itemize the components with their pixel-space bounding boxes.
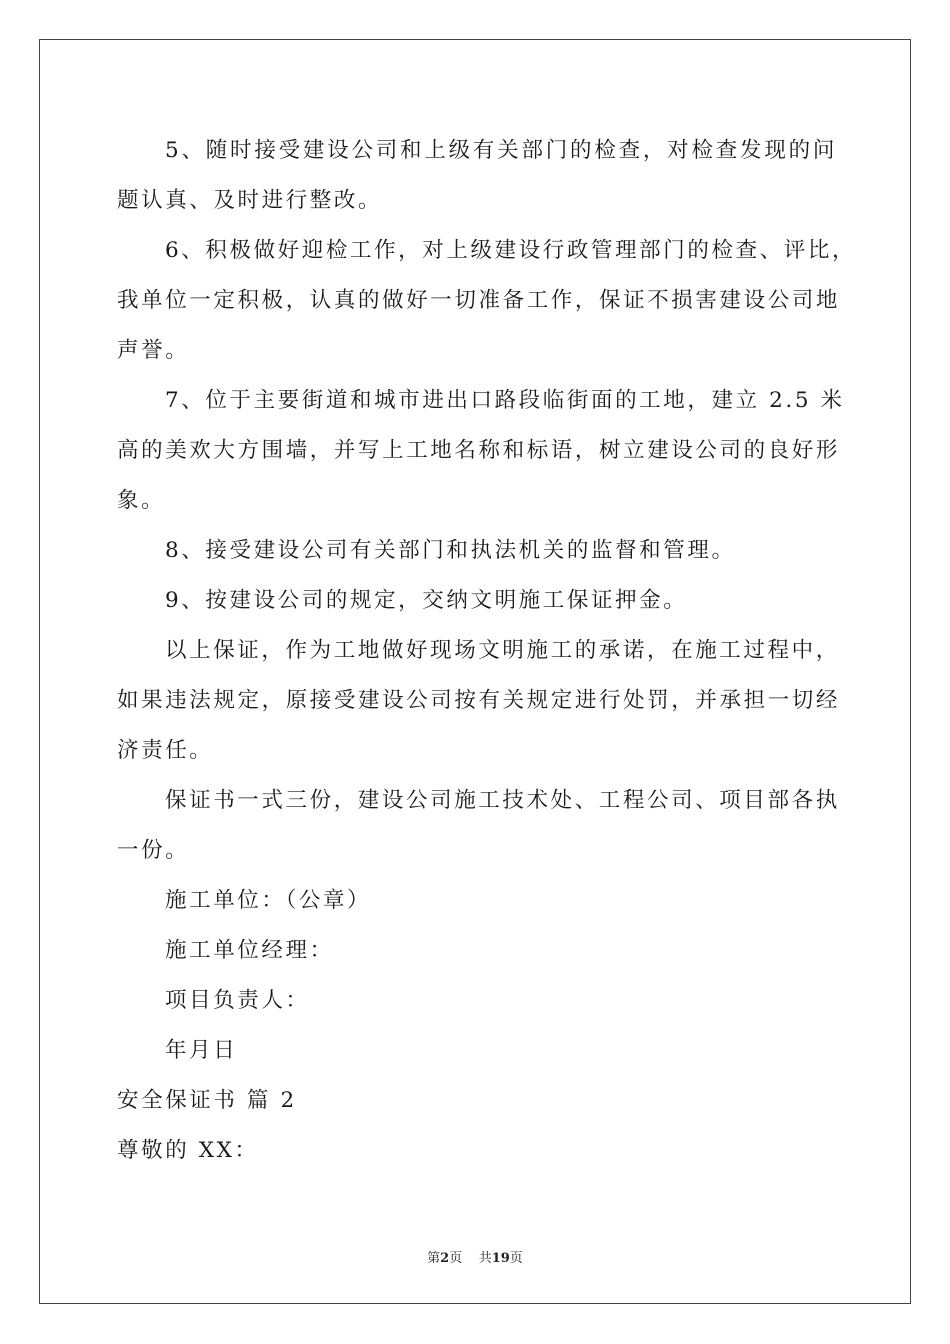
page-prefix: 第 (427, 1251, 441, 1266)
paragraph-line: 济责任。 (117, 738, 214, 763)
page-suffix: 页 (449, 1251, 463, 1266)
total-prefix: 共 (478, 1251, 492, 1266)
paragraph-line: 6、积极做好迎检工作，对上级建设行政管理部门的检查、评比， (165, 238, 857, 263)
total-pages: 19 (491, 1251, 510, 1266)
signature-project-lead-line: 项目负责人： (165, 988, 310, 1013)
paragraph-line: 我单位一定积极，认真的做好一切准备工作，保证不损害建设公司地 (117, 288, 841, 313)
page-footer (0, 1247, 950, 1266)
signature-manager-line: 施工单位经理： (165, 938, 334, 963)
paragraph-line: 如果违法规定，原接受建设公司按有关规定进行处罚，并承担一切经 (117, 688, 841, 713)
paragraph-line: 以上保证，作为工地做好现场文明施工的承诺，在施工过程中， (165, 638, 840, 663)
paragraph-line: 7、位于主要街道和城市进出口路段临街面的工地，建立 2.5 米 (165, 388, 845, 413)
paragraph-line: 声誉。 (117, 338, 190, 363)
paragraph-line: 题认真、及时进行整改。 (117, 188, 383, 213)
signature-company-line: 施工单位：（公章） (165, 888, 372, 913)
paragraph-line: 保证书一式三份，建设公司施工技术处、工程公司、项目部各执 (165, 788, 840, 813)
paragraph-line: 9、按建设公司的规定，交纳文明施工保证押金。 (165, 588, 688, 613)
paragraph-line: 高的美欢大方围墙，并写上工地名称和标语，树立建设公司的良好形 (117, 438, 841, 463)
salutation: 尊敬的 XX： (117, 1138, 259, 1163)
date-line: 年月日 (165, 1038, 238, 1063)
section-heading: 安全保证书 篇 2 (117, 1088, 297, 1113)
total-suffix: 页 (509, 1251, 523, 1266)
paragraph-line: 5、随时接受建设公司和上级有关部门的检查，对检查发现的问 (165, 138, 837, 163)
paragraph-line: 8、接受建设公司有关部门和执法机关的监督和管理。 (165, 538, 736, 563)
paragraph-line: 一份。 (117, 838, 190, 863)
paragraph-line: 象。 (117, 488, 166, 513)
page-number: 2 (440, 1251, 450, 1266)
